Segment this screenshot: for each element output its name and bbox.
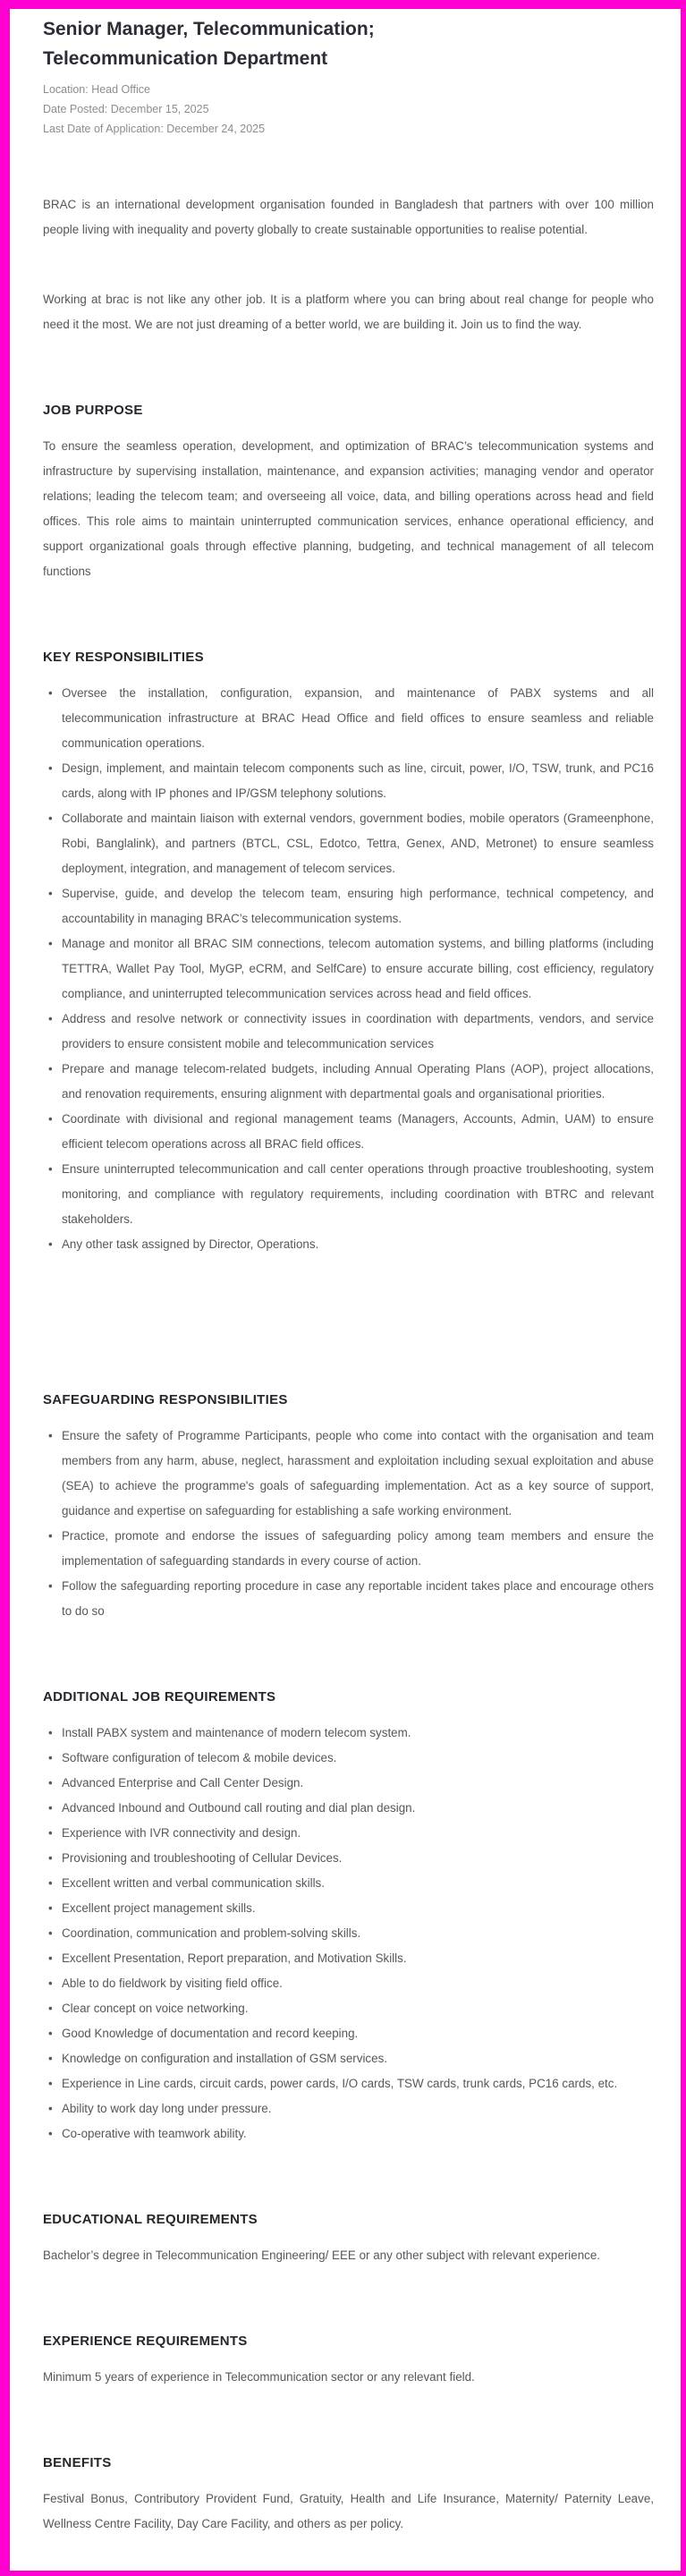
list-item: • Provisioning and troubleshooting of Cellular Devices. <box>43 1846 654 1871</box>
page-title-line-1: Senior Manager, Telecommunication; <box>43 19 375 39</box>
list-item: • Manage and monitor all BRAC SIM connections, telecom automation systems, and billing platforms (including TETTRA, Wallet Pay Tool, MyGP, eCRM, and SelfCare) to ensure accurate billing, cost efficiency, regulatory compliance, and uninterrupted telecommunication services across head and field offices. <box>43 931 654 1007</box>
sections-container <box>43 402 654 2537</box>
list-item: • Knowledge on configuration and installation of GSM services. <box>43 2046 654 2071</box>
list-item: • Coordinate with divisional and regional management teams (Managers, Accounts, Admin, UAM) to ensure efficient telecom operations across all BRAC field offices. <box>43 1107 654 1157</box>
section-heading: EDUCATIONAL REQUIREMENTS <box>43 2212 258 2227</box>
section-benefits <box>43 2454 654 2537</box>
list-item: • Able to do fieldwork by visiting field office. <box>43 1971 654 1996</box>
list-item: • Any other task assigned by Director, Operations. <box>43 1232 654 1257</box>
list-item: • Prepare and manage telecom-related budgets, including Annual Operating Plans (AOP), project allocations, and renovation requirements, ensuring alignment with departmental goals and organisational priorities. <box>43 1057 654 1107</box>
list-item: • Clear concept on voice networking. <box>43 1996 654 2021</box>
list-item: • Advanced Inbound and Outbound call routing and dial plan design. <box>43 1796 654 1821</box>
section-experience-requirements <box>43 2333 654 2390</box>
intro <box>43 192 654 337</box>
bullet-list <box>43 1424 654 1624</box>
list-item: • Practice, promote and endorse the issues of safeguarding policy among team members and ensure the implementation of safeguarding standards in every course of action. <box>43 1524 654 1574</box>
section-heading: SAFEGUARDING RESPONSIBILITIES <box>43 1392 288 1407</box>
section-educational-requirements <box>43 2211 654 2268</box>
list-item: • Coordination, communication and problem-solving skills. <box>43 1921 654 1946</box>
list-item: • Address and resolve network or connectivity issues in coordination with departments, vendors, and service providers to ensure consistent mobile and telecommunication services <box>43 1007 654 1057</box>
list-item: • Co-operative with teamwork ability. <box>43 2121 654 2147</box>
section-paragraph: To ensure the seamless operation, development, and optimization of BRAC’s telecommunication systems and infrastructure by supervising installation, maintenance, and expansion activities; managing vendor and operator relations; leading the telecom team; and overseeing all voice, data, and billing operations across head and field offices. This role aims to maintain uninterrupted communication services, enhance operational efficiency, and support organizational goals through effective planning, budgeting, and technical management of all telecom functions <box>43 439 654 578</box>
meta-location: Location: Head Office <box>43 83 150 96</box>
list-item: • Excellent project management skills. <box>43 1896 654 1921</box>
section-safeguarding-responsibilities <box>43 1391 654 1624</box>
list-item: • Good Knowledge of documentation and record keeping. <box>43 2021 654 2046</box>
section-heading: JOB PURPOSE <box>43 403 143 418</box>
list-item: • Experience in Line cards, circuit cards, power cards, I/O cards, TSW cards, trunk cards, PC16 cards, etc. <box>43 2071 654 2096</box>
section-additional-job-requirements <box>43 1688 654 2147</box>
list-item: • Ensure the safety of Programme Participants, people who come into contact with the organisation and team members from any harm, abuse, neglect, harassment and exploitation including sexual exploitation and abuse (SEA) to achieve the programme's goals of safeguarding implementation. Act as a key source of support, guidance and expertise on safeguarding for establishing a safe working environment. <box>43 1424 654 1524</box>
list-item: • Design, implement, and maintain telecom components such as line, circuit, power, I/O, TSW, trunk, and PC16 cards, along with IP phones and IP/GSM telephony solutions. <box>43 756 654 806</box>
list-item: • Supervise, guide, and develop the telecom team, ensuring high performance, technical competency, and accountability in managing BRAC’s telecommunication systems. <box>43 881 654 931</box>
list-item: • Excellent Presentation, Report preparation, and Motivation Skills. <box>43 1946 654 1971</box>
section-paragraph: Festival Bonus, Contributory Provident Fund, Gratuity, Health and Life Insurance, Maternity/ Paternity Leave, Wellness Centre Facility, Day Care Facility, and others as per policy. <box>43 2492 654 2530</box>
list-item: • Install PABX system and maintenance of modern telecom system. <box>43 1721 654 1746</box>
list-item: • Experience with IVR connectivity and design. <box>43 1821 654 1846</box>
list-item: • Follow the safeguarding reporting procedure in case any reportable incident takes place and encourage others to do so <box>43 1574 654 1624</box>
list-item: • Oversee the installation, configuration, expansion, and maintenance of PABX systems and all telecommunication infrastructure at BRAC Head Office and field offices to ensure seamless and reliable communication operations. <box>43 681 654 756</box>
list-item: • Collaborate and maintain liaison with external vendors, government bodies, mobile operators (Grameenphone, Robi, Banglalink), and partners (BTCL, CSL, Edotco, Tettra, Genex, AND, Metronet) to ensure seamless deployment, integration, and management of telecom services. <box>43 806 654 881</box>
section-heading: EXPERIENCE REQUIREMENTS <box>43 2334 248 2349</box>
section-paragraph: Bachelor’s degree in Telecommunication Engineering/ EEE or any other subject with relevant experience. <box>43 2249 601 2262</box>
bullet-list <box>43 681 654 1257</box>
intro-paragraph: BRAC is an international development organisation founded in Bangladesh that partners with over 100 million people living with inequality and poverty globally to create sustainable opportunities to realise potential. <box>43 198 654 236</box>
list-item: • Advanced Enterprise and Call Center Design. <box>43 1771 654 1796</box>
page-title <box>43 14 654 73</box>
list-item: • Excellent written and verbal communication skills. <box>43 1871 654 1896</box>
job-posting-page <box>10 9 681 2571</box>
meta-last-date: Last Date of Application: December 24, 2025 <box>43 123 266 135</box>
section-heading: BENEFITS <box>43 2455 112 2470</box>
job-meta <box>43 80 654 139</box>
bullet-list <box>43 1721 654 2147</box>
section-job-purpose <box>43 402 654 584</box>
page-title-line-2: Telecommunication Department <box>43 48 328 69</box>
intro-paragraph: Working at brac is not like any other job. It is a platform where you can bring about real change for people who need it the most. We are not just dreaming of a better world, we are building it. Join us to find the way. <box>43 293 654 331</box>
list-item: • Ability to work day long under pressure. <box>43 2096 654 2121</box>
list-item: • Ensure uninterrupted telecommunication and call center operations through proactive troubleshooting, system monitoring, and compliance with regulatory requirements, including coordination with BTRC and relevant stakeholders. <box>43 1157 654 1232</box>
section-heading: ADDITIONAL JOB REQUIREMENTS <box>43 1689 276 1705</box>
section-key-responsibilities <box>43 649 654 1257</box>
list-item: • Software configuration of telecom & mobile devices. <box>43 1746 654 1771</box>
section-heading: KEY RESPONSIBILITIES <box>43 650 204 665</box>
meta-date-posted: Date Posted: December 15, 2025 <box>43 103 209 115</box>
section-paragraph: Minimum 5 years of experience in Telecommunication sector or any relevant field. <box>43 2370 475 2384</box>
